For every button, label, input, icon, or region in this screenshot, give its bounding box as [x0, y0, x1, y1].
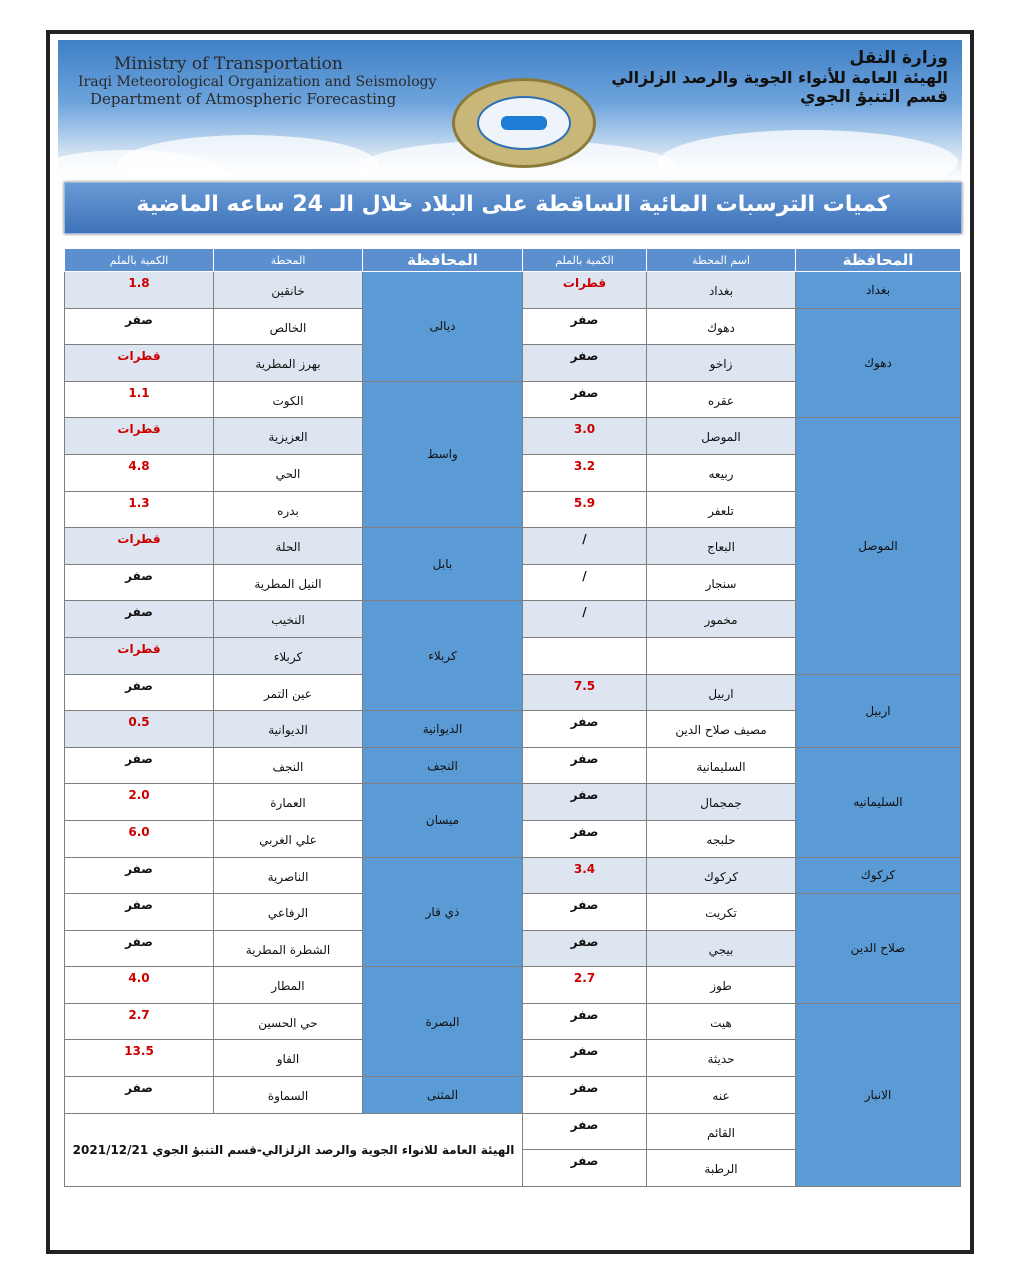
right-station-cell [647, 967, 796, 1004]
right-amount-cell [523, 894, 647, 931]
left-amount-cell [65, 381, 214, 418]
left-governorate-cell [363, 967, 523, 1077]
right-amount-cell [523, 820, 647, 857]
left-station: العزيزية [268, 430, 308, 445]
left-amount: قطرات [117, 422, 161, 437]
right-amount: صفر [570, 788, 599, 803]
left-amount: صفر [125, 678, 153, 693]
right-amount: / [582, 568, 587, 583]
left-station: السماوة [267, 1089, 309, 1104]
left-amount-cell [65, 637, 214, 674]
right-amount-cell [523, 601, 647, 638]
header-banner [58, 40, 962, 180]
right-governorate: صلاح الدين [850, 941, 906, 956]
left-amount-cell [65, 674, 214, 711]
left-station-cell [214, 894, 363, 931]
ministry-en: Ministry of Transportation [114, 54, 343, 74]
precipitation-table [64, 248, 961, 1187]
right-amount: قطرات [562, 276, 607, 290]
footer-note [65, 1113, 523, 1186]
right-station-cell [647, 711, 796, 748]
right-amount-cell [523, 272, 647, 309]
left-amount-cell [65, 820, 214, 857]
right-station: كركوك [703, 869, 739, 884]
organization-ar: الهيئة العامة للأنواء الجوية والرصد الزلزالي [611, 68, 948, 87]
column-header-left-gov [363, 249, 523, 272]
right-station: بغداد [708, 284, 734, 298]
right-station-cell [647, 747, 796, 784]
left-station-cell [214, 820, 363, 857]
right-amount: صفر [570, 312, 599, 327]
right-station: مخمور [704, 613, 738, 628]
left-station: بهرز المطرية [255, 357, 321, 372]
left-station: علي الغربي [259, 832, 317, 847]
right-station: بيجي [708, 942, 734, 957]
right-amount: صفر [570, 751, 599, 766]
right-amount-cell [523, 637, 647, 674]
right-amount: صفر [570, 1044, 599, 1059]
table-row [65, 857, 961, 894]
right-amount-cell [523, 967, 647, 1004]
title-bar [64, 182, 962, 234]
left-governorate-cell [363, 272, 523, 382]
right-amount-cell [523, 381, 647, 418]
left-station-cell [214, 857, 363, 894]
left-station: الفاو [276, 1052, 300, 1067]
right-amount: 3.2 [573, 458, 596, 473]
right-governorate: الموصل [858, 538, 898, 553]
department-ar: قسم التنبؤ الجوي [800, 87, 948, 107]
right-station-cell [647, 1003, 796, 1040]
right-amount-cell [523, 674, 647, 711]
right-governorate: كركوك [860, 868, 896, 883]
left-amount-cell [65, 967, 214, 1004]
right-station-cell [647, 528, 796, 565]
column-header-text: الكمية بالملم [109, 253, 169, 267]
arabic-header [611, 48, 948, 107]
left-amount: 0.5 [128, 715, 150, 730]
right-amount-cell [523, 345, 647, 382]
right-station-cell [647, 1150, 796, 1187]
left-station: الشطرة المطرية [245, 942, 331, 957]
right-amount-cell [523, 930, 647, 967]
right-amount-cell [523, 418, 647, 455]
right-amount: صفر [570, 1117, 599, 1132]
column-header-left-amount [65, 249, 214, 272]
right-station-cell [647, 381, 796, 418]
right-amount: صفر [570, 385, 599, 400]
left-station: عين التمر [264, 686, 312, 701]
left-governorate-cell [363, 1077, 523, 1114]
left-amount: قطرات [117, 349, 161, 364]
column-header-right-station [647, 249, 796, 272]
left-station-cell [214, 784, 363, 821]
right-station: البعاج [707, 540, 735, 555]
right-station: عنه [712, 1089, 730, 1104]
left-governorate: ذي قار [425, 904, 460, 919]
right-amount-cell [523, 1113, 647, 1150]
right-station: اربيل [708, 686, 734, 701]
right-amount: 3.0 [573, 422, 596, 437]
english-header [78, 54, 437, 108]
left-amount-cell [65, 747, 214, 784]
left-station: الناصرية [267, 869, 309, 884]
left-governorate-cell [363, 784, 523, 857]
left-amount-cell [65, 857, 214, 894]
left-governorate-cell [363, 528, 523, 601]
left-station-cell [214, 674, 363, 711]
left-amount: 2.7 [128, 1007, 150, 1022]
column-header-text: المحافظة [842, 251, 914, 269]
left-governorate-cell [363, 601, 523, 711]
left-station-cell [214, 345, 363, 382]
right-station: دهوك [707, 320, 735, 335]
left-station: الرفاعي [267, 906, 309, 921]
right-station-cell [647, 1077, 796, 1114]
right-governorate-cell [796, 272, 961, 309]
left-station-cell [214, 930, 363, 967]
left-amount-cell [65, 491, 214, 528]
left-amount: صفر [125, 312, 153, 327]
right-amount-cell [523, 857, 647, 894]
left-station-cell [214, 564, 363, 601]
left-station-cell [214, 747, 363, 784]
right-amount: 2.7 [573, 971, 596, 986]
column-header-left-station [214, 249, 363, 272]
left-amount-cell [65, 345, 214, 382]
right-governorate: الانبار [864, 1087, 892, 1102]
right-governorate-cell [796, 418, 961, 674]
left-amount: صفر [125, 861, 153, 876]
left-station-cell [214, 491, 363, 528]
left-amount-cell [65, 454, 214, 491]
column-header-text: المحطة [270, 253, 306, 267]
left-amount-cell [65, 711, 214, 748]
right-station: الموصل [701, 430, 741, 445]
column-header-text: الكمية بالملم [555, 253, 614, 267]
right-amount-cell [523, 528, 647, 565]
column-header-right-amount [523, 249, 647, 272]
left-station-cell [214, 711, 363, 748]
right-station-cell [647, 272, 796, 309]
right-station-cell [647, 601, 796, 638]
left-amount: قطرات [117, 641, 161, 656]
organization-logo [452, 78, 596, 168]
left-governorate: كربلاء [428, 648, 457, 663]
left-amount: صفر [125, 1081, 153, 1096]
left-station: حي الحسين [258, 1015, 318, 1030]
right-amount: 3.4 [573, 861, 596, 876]
left-station-cell [214, 1040, 363, 1077]
left-station-cell [214, 1077, 363, 1114]
right-station-cell [647, 894, 796, 931]
left-station-cell [214, 967, 363, 1004]
left-station-cell [214, 272, 363, 309]
table-row [65, 747, 961, 784]
right-governorate-cell [796, 308, 961, 418]
right-station: سنجار [705, 576, 737, 591]
left-amount-cell [65, 528, 214, 565]
left-governorate-cell [363, 381, 523, 527]
left-governorate-cell [363, 857, 523, 967]
left-amount: 2.0 [128, 788, 150, 803]
left-amount: صفر [125, 898, 153, 913]
left-amount: قطرات [117, 532, 161, 547]
right-station: السليمانية [696, 759, 746, 774]
right-governorate-cell [796, 894, 961, 1004]
right-amount-cell [523, 564, 647, 601]
left-amount-cell [65, 564, 214, 601]
right-governorate: السليمانيه [853, 795, 903, 810]
right-station: حديثة [707, 1052, 735, 1067]
right-amount: 7.5 [573, 678, 596, 693]
right-station: عقره [707, 393, 735, 408]
right-governorate-cell [796, 674, 961, 747]
right-station: حلبجه [706, 832, 736, 847]
column-header-text: اسم المحطة [692, 253, 750, 267]
right-governorate-cell [796, 857, 961, 894]
left-amount-cell [65, 308, 214, 345]
right-station-cell [647, 637, 796, 674]
right-governorate-cell [796, 1003, 961, 1186]
right-amount: صفر [570, 1154, 599, 1169]
left-governorate: الديوانية [422, 721, 463, 736]
right-station: تلعفر [708, 503, 734, 518]
left-station: المطار [271, 979, 305, 994]
right-governorate-cell [796, 747, 961, 857]
right-station: الرطبة [704, 1162, 738, 1177]
left-amount: صفر [125, 568, 153, 583]
left-station: الكوت [272, 393, 304, 408]
left-station: بدره [277, 503, 299, 518]
right-station: ربيعه [708, 466, 734, 481]
right-station: مصيف صلاح الدين [675, 723, 767, 738]
right-amount: صفر [570, 1007, 599, 1022]
left-station-cell [214, 528, 363, 565]
right-station-cell [647, 345, 796, 382]
right-station-cell [647, 820, 796, 857]
right-station-cell [647, 930, 796, 967]
right-station-cell [647, 491, 796, 528]
right-amount-cell [523, 1040, 647, 1077]
left-amount: 6.0 [128, 824, 150, 839]
left-amount-cell [65, 601, 214, 638]
left-governorate-cell [363, 747, 523, 784]
right-amount: صفر [570, 898, 599, 913]
organization-en: Iraqi Meteorological Organization and Seismology [78, 74, 437, 90]
left-station-cell [214, 454, 363, 491]
right-station-cell [647, 564, 796, 601]
right-station-cell [647, 308, 796, 345]
right-amount-cell [523, 711, 647, 748]
left-station: النخيب [271, 613, 305, 628]
right-station-cell [647, 454, 796, 491]
right-station-cell [647, 1113, 796, 1150]
left-amount-cell [65, 418, 214, 455]
right-amount-cell [523, 747, 647, 784]
left-station: النجف [272, 759, 304, 774]
right-station: القائم [706, 1125, 736, 1140]
left-governorate: بابل [432, 557, 453, 572]
left-station-cell [214, 1003, 363, 1040]
left-station-cell [214, 308, 363, 345]
right-amount: صفر [570, 349, 599, 364]
left-amount: 13.5 [124, 1044, 154, 1059]
left-station: النيل المطرية [254, 576, 322, 591]
right-governorate: اربيل [865, 703, 891, 718]
right-station: هيت [710, 1015, 732, 1030]
right-station: طوز [710, 979, 732, 994]
right-amount-cell [523, 1077, 647, 1114]
table-row [65, 272, 961, 309]
right-amount-cell [523, 308, 647, 345]
left-amount-cell [65, 930, 214, 967]
right-station-cell [647, 418, 796, 455]
left-amount: صفر [125, 605, 153, 620]
right-amount: 5.9 [573, 495, 596, 510]
page-title: كميات الترسبات المائية الساقطة على البلاد خلال الـ 24 ساعه الماضية [136, 192, 890, 217]
right-station-cell [647, 674, 796, 711]
ministry-ar: وزارة النقل [849, 48, 948, 68]
left-governorate: المثنى [426, 1087, 459, 1102]
left-amount: 4.0 [128, 971, 150, 986]
left-governorate: ديالى [429, 319, 456, 334]
left-station-cell [214, 418, 363, 455]
document-frame [46, 30, 974, 1254]
left-station-cell [214, 601, 363, 638]
left-amount-cell [65, 1077, 214, 1114]
right-amount: صفر [570, 824, 599, 839]
left-amount: 1.8 [128, 276, 150, 290]
left-amount-cell [65, 784, 214, 821]
left-station: الحي [275, 466, 301, 481]
left-station-cell [214, 637, 363, 674]
column-header-right-gov [796, 249, 961, 272]
left-amount-cell [65, 272, 214, 309]
left-station-cell [214, 381, 363, 418]
left-station: خانقين [271, 284, 305, 298]
column-header-text: المحافظة [407, 251, 478, 269]
right-amount-cell [523, 784, 647, 821]
left-amount-cell [65, 1003, 214, 1040]
right-station-cell [647, 784, 796, 821]
left-amount: صفر [125, 934, 153, 949]
left-governorate-cell [363, 711, 523, 748]
left-station: الديوانية [268, 723, 308, 738]
left-station: الحلة [275, 540, 301, 555]
right-governorate: بغداد [865, 282, 891, 297]
left-amount-cell [65, 894, 214, 931]
left-station: كربلاء [273, 649, 303, 664]
right-amount: / [582, 605, 587, 620]
department-en: Department of Atmospheric Forecasting [90, 90, 397, 108]
right-amount: صفر [570, 715, 599, 730]
right-amount-cell [523, 1003, 647, 1040]
left-station: العمارة [270, 796, 306, 811]
right-amount-cell [523, 454, 647, 491]
right-station-cell [647, 1040, 796, 1077]
right-amount: صفر [570, 1081, 599, 1096]
right-station: زاخو [709, 357, 733, 372]
left-governorate: ميسان [425, 813, 460, 828]
right-station: جمجمال [700, 796, 742, 811]
left-amount-cell [65, 1040, 214, 1077]
left-amount: 4.8 [128, 458, 150, 473]
right-station: تكريت [705, 906, 737, 921]
left-amount: 1.1 [128, 385, 150, 400]
right-governorate: دهوك [864, 355, 892, 370]
left-governorate: البصرة [425, 1014, 460, 1029]
right-amount: / [582, 532, 587, 547]
left-amount: صفر [125, 751, 153, 766]
right-amount: صفر [570, 934, 599, 949]
left-station: الخالص [269, 320, 307, 335]
footer-text: الهيئة العامة للانواء الجوية والرصد الزلزالي-قسم التنبؤ الجوي 2021/12/21 [72, 1142, 515, 1157]
right-amount-cell [523, 491, 647, 528]
left-governorate: واسط [427, 447, 458, 462]
left-governorate: النجف [427, 758, 458, 773]
right-station-cell [647, 857, 796, 894]
right-amount-cell [523, 1150, 647, 1187]
left-amount: 1.3 [128, 495, 150, 510]
